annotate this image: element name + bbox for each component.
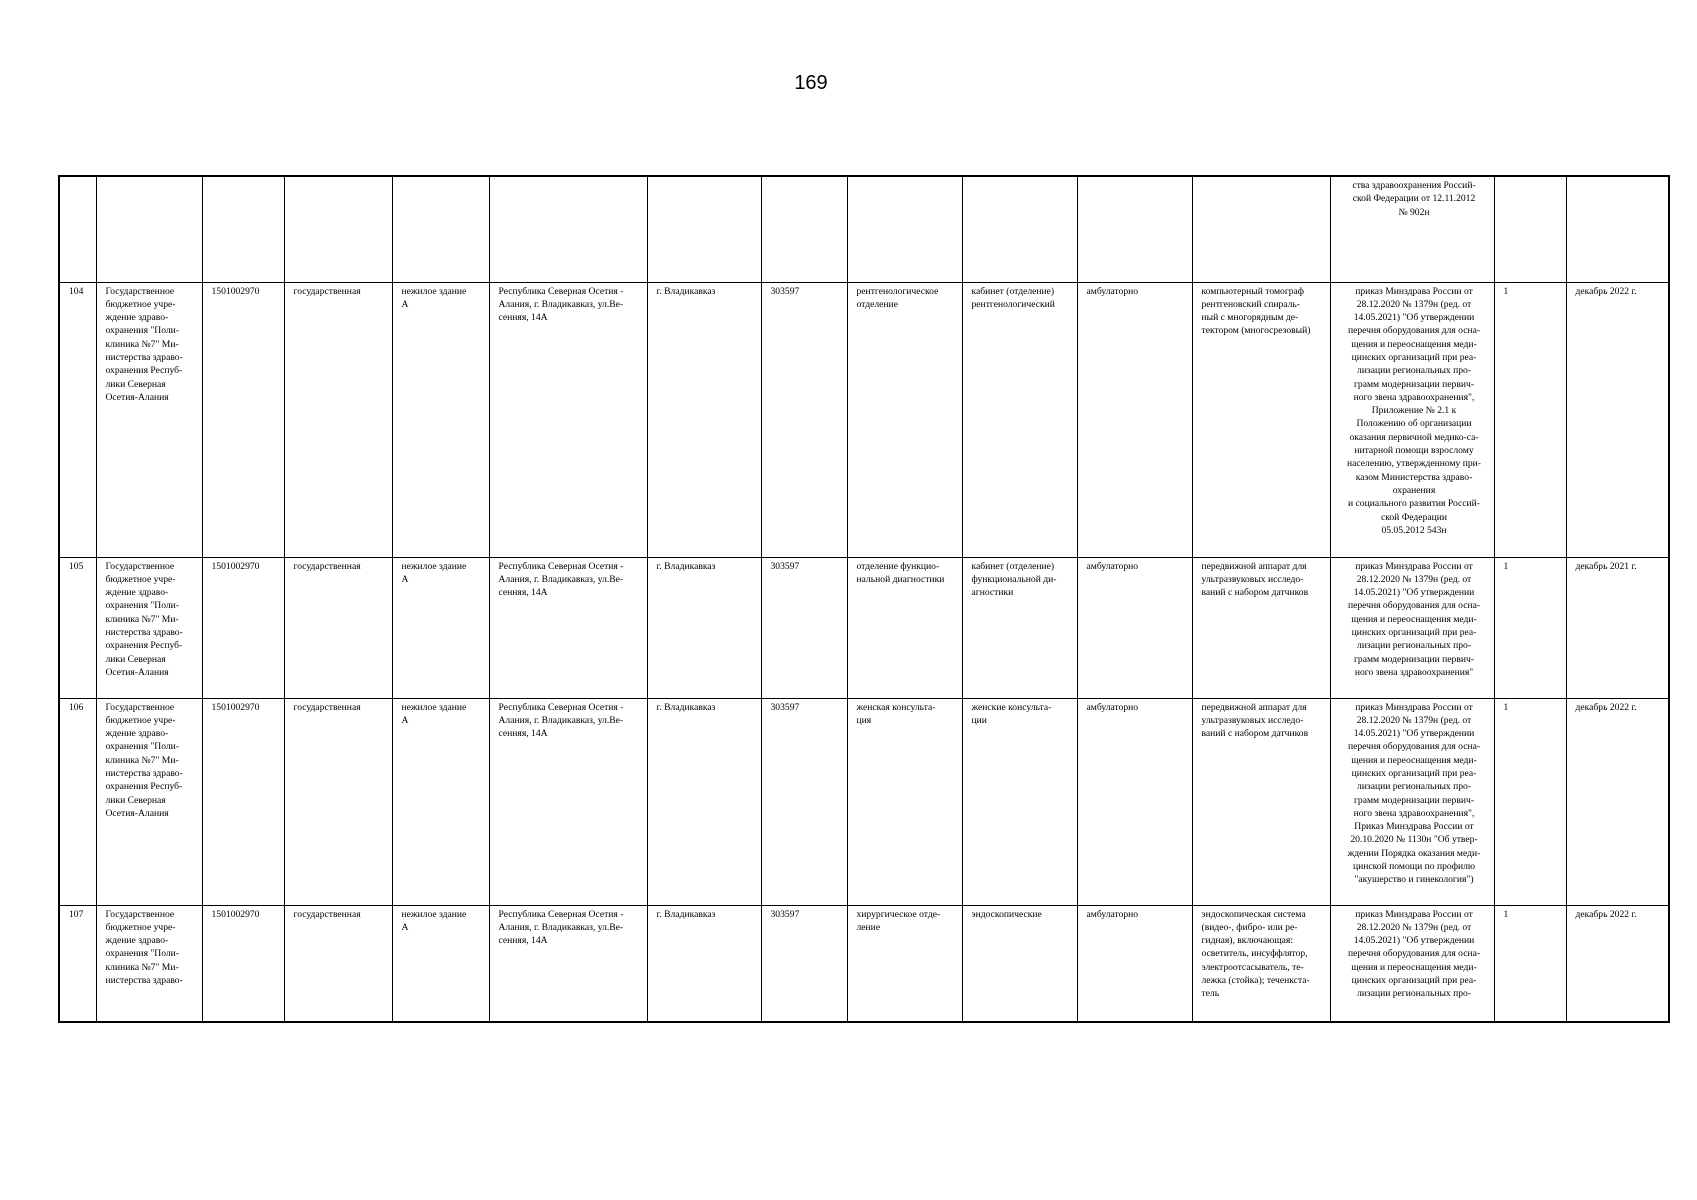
cell-regulatory-document-line: оказания первичной медико-са- (1349, 431, 1479, 443)
cell-okato: 303597 (761, 905, 847, 1022)
cell-regulatory-document-line: Приказ Минздрава России от (1354, 821, 1474, 833)
cell-cabinet-line: эндоскопические (971, 908, 1042, 920)
cell-building-line: нежилое здание (401, 701, 467, 713)
cell-equipment-line: эндоскопическая система (1201, 908, 1306, 920)
cell-organization-line: бюджетное учре- (105, 921, 176, 933)
cell-equipment-line: электроотсасыватель, те- (1201, 961, 1304, 973)
cell-equipment-line: передвижной аппарат для (1201, 560, 1307, 572)
cell-organization-line: лики Северная (105, 378, 166, 390)
cell-building-line: А (401, 573, 409, 585)
cell-regulatory-document-line: лизации региональных про- (1356, 365, 1472, 377)
cell-equipment-line: тектором (многосрезовый) (1201, 325, 1311, 337)
cell-equipment (1192, 698, 1330, 905)
cell-regulatory-document (1330, 557, 1494, 698)
cell-regulatory-document-line: цинских организаций при реа- (1351, 351, 1477, 363)
cell-organization-line: клиника №7" Ми- (105, 613, 179, 625)
cell-department (847, 282, 962, 557)
cell-care-mode: амбулаторно (1077, 905, 1192, 1022)
cell-organization-line: нистерства здраво- (105, 974, 183, 986)
cell-regulatory-document-line: 14.05.2021) "Об утверждении (1353, 728, 1475, 740)
cell-organization-line: охранения "Поли- (105, 600, 180, 612)
table-row (59, 176, 1669, 282)
cell-regulatory-document-line: ного звена здравоохранения", (1353, 807, 1475, 819)
cell-organization-line: Осетия-Алания (105, 391, 169, 403)
cell-regulatory-document-line: Положению об организации (1356, 418, 1472, 430)
cell-department (847, 905, 962, 1022)
cell-regulatory-document-line: щения и переоснащения меди- (1351, 338, 1477, 350)
cell-row-number (59, 176, 96, 282)
cell-date: декабрь 2022 г. (1566, 282, 1669, 557)
cell-row-number: 106 (59, 698, 96, 905)
cell-organization-line: Государственное (105, 285, 175, 297)
cell-department (847, 557, 962, 698)
cell-cabinet (962, 176, 1077, 282)
cell-quantity (1494, 176, 1566, 282)
cell-city: г. Владикавказ (647, 698, 761, 905)
cell-row-number: 107 (59, 905, 96, 1022)
cell-regulatory-document-line: 14.05.2021) "Об утверждении (1353, 587, 1475, 599)
cell-care-mode: амбулаторно (1077, 282, 1192, 557)
cell-regulatory-document-line: № 902н (1398, 206, 1430, 218)
cell-regulatory-document-line: приказ Минздрава России от (1355, 908, 1473, 920)
cell-regulatory-document-line: 28.12.2020 № 1379н (ред. от (1356, 298, 1472, 310)
cell-equipment-line: компьютерный томограф (1201, 285, 1305, 297)
cell-address-line: сенняя, 14А (498, 587, 548, 599)
cell-building (392, 698, 489, 905)
cell-organization-line: ждение здраво- (105, 587, 169, 599)
cell-cabinet (962, 557, 1077, 698)
cell-organization-line: бюджетное учре- (105, 573, 176, 585)
cell-regulatory-document-line: ждении Порядка оказания меди- (1347, 847, 1481, 859)
cell-cabinet-line: рентгенологический (971, 298, 1055, 310)
cell-equipment-line: (видео-, фибро- или ре- (1201, 921, 1298, 933)
cell-equipment-line: передвижной аппарат для (1201, 701, 1307, 713)
cell-equipment-line: тель (1201, 988, 1220, 1000)
cell-building-line: А (401, 921, 409, 933)
cell-address-line: Алания, г. Владикавказ, ул.Ве- (498, 921, 624, 933)
cell-organization-line: клиника №7" Ми- (105, 338, 179, 350)
cell-regulatory-document-line: приказ Минздрава России от (1355, 285, 1473, 297)
cell-equipment-line: рентгеновский спираль- (1201, 298, 1300, 310)
cell-department-line: хирургическое отде- (856, 908, 941, 920)
cell-cabinet-line: кабинет (отделение) (971, 560, 1055, 572)
cell-address-line: Алания, г. Владикавказ, ул.Ве- (498, 298, 624, 310)
cell-organization-line: нистерства здраво- (105, 767, 183, 779)
cell-okato (761, 176, 847, 282)
cell-date (1566, 176, 1669, 282)
cell-organization-line: лики Северная (105, 794, 166, 806)
cell-okato: 303597 (761, 282, 847, 557)
cell-row-number: 104 (59, 282, 96, 557)
cell-care-mode: амбулаторно (1077, 698, 1192, 905)
cell-address (489, 176, 647, 282)
cell-organization-line: бюджетное учре- (105, 714, 176, 726)
cell-regulatory-document-line: ного звена здравоохранения", (1353, 391, 1475, 403)
cell-regulatory-document (1330, 282, 1494, 557)
cell-regulatory-document-line: перечня оборудования для осна- (1347, 741, 1481, 753)
cell-inn: 1501002970 (202, 698, 284, 905)
cell-organization-line: охранения Респуб- (105, 781, 183, 793)
cell-equipment-line: ваний с набором датчиков (1201, 587, 1309, 599)
cell-regulatory-document-line: приказ Минздрава России от (1355, 701, 1473, 713)
cell-organization-line: охранения "Поли- (105, 948, 180, 960)
cell-regulatory-document-line: 28.12.2020 № 1379н (ред. от (1356, 714, 1472, 726)
cell-department-line: отделение (856, 298, 898, 310)
cell-regulatory-document-line: 28.12.2020 № 1379н (ред. от (1356, 573, 1472, 585)
cell-building-line: нежилое здание (401, 908, 467, 920)
cell-care-mode (1077, 176, 1192, 282)
cell-organization (96, 905, 202, 1022)
cell-regulatory-document-line: щения и переоснащения меди- (1351, 613, 1477, 625)
cell-regulatory-document-line: перечня оборудования для осна- (1347, 325, 1481, 337)
cell-address-line: Республика Северная Осетия - (498, 285, 624, 297)
cell-regulatory-document-line: и социального развития Россий- (1348, 498, 1480, 510)
cell-cabinet-line: женские консульта- (971, 701, 1052, 713)
cell-regulatory-document-line: грамм модернизации первич- (1353, 378, 1475, 390)
cell-equipment (1192, 176, 1330, 282)
cell-ownership (284, 176, 392, 282)
cell-building-line: нежилое здание (401, 285, 467, 297)
cell-inn: 1501002970 (202, 905, 284, 1022)
cell-equipment (1192, 905, 1330, 1022)
cell-regulatory-document-line: охранения (1392, 484, 1436, 496)
cell-cabinet-line: функциональной ди- (971, 573, 1057, 585)
cell-cabinet (962, 905, 1077, 1022)
cell-organization-line: Государственное (105, 701, 175, 713)
cell-organization-line: Государственное (105, 560, 175, 572)
cell-ownership: государственная (284, 557, 392, 698)
cell-inn: 1501002970 (202, 557, 284, 698)
cell-ownership: государственная (284, 282, 392, 557)
cell-ownership: государственная (284, 905, 392, 1022)
cell-city (647, 176, 761, 282)
cell-regulatory-document-line: перечня оборудования для осна- (1347, 600, 1481, 612)
cell-organization-line: Государственное (105, 908, 175, 920)
cell-regulatory-document-line: нитарной помощи взрослому (1354, 445, 1474, 457)
cell-regulatory-document-line: лизации региональных про- (1356, 988, 1472, 1000)
cell-organization (96, 282, 202, 557)
cell-cabinet-line: кабинет (отделение) (971, 285, 1055, 297)
cell-regulatory-document-line: 05.05.2012 543н (1381, 524, 1447, 536)
cell-organization-line: ждение здраво- (105, 312, 169, 324)
cell-regulatory-document-line: казом Министерства здраво- (1355, 471, 1473, 483)
cell-address-line: Республика Северная Осетия - (498, 560, 624, 572)
cell-regulatory-document-line: ства здравоохранения Россий- (1352, 180, 1476, 191)
cell-address (489, 282, 647, 557)
cell-regulatory-document-line: перечня оборудования для осна- (1347, 948, 1481, 960)
cell-organization-line: нистерства здраво- (105, 626, 183, 638)
cell-cabinet (962, 698, 1077, 905)
cell-cabinet-line: агностики (971, 587, 1014, 599)
cell-regulatory-document-line: щения и переоснащения меди- (1351, 754, 1477, 766)
cell-address-line: Алания, г. Владикавказ, ул.Ве- (498, 573, 624, 585)
cell-regulatory-document-line: цинской помощи по профилю (1352, 861, 1476, 873)
cell-organization-line: клиника №7" Ми- (105, 961, 179, 973)
cell-address-line: Республика Северная Осетия - (498, 701, 624, 713)
cell-equipment-line: ультразвуковых исследо- (1201, 714, 1304, 726)
cell-city: г. Владикавказ (647, 557, 761, 698)
cell-organization-line: клиника №7" Ми- (105, 754, 179, 766)
cell-department-line: отделение функцио- (856, 560, 940, 572)
cell-quantity: 1 (1494, 698, 1566, 905)
cell-regulatory-document-line: населению, утвержденному при- (1347, 458, 1481, 470)
cell-ownership: государственная (284, 698, 392, 905)
cell-organization-line: охранения "Поли- (105, 325, 180, 337)
cell-address (489, 698, 647, 905)
cell-organization-line: охранения "Поли- (105, 741, 180, 753)
cell-regulatory-document-line: ного звена здравоохранения" (1354, 666, 1474, 678)
cell-department (847, 698, 962, 905)
cell-regulatory-document (1330, 905, 1494, 1022)
cell-regulatory-document-line: ской Федерации (1380, 511, 1448, 523)
cell-row-number: 105 (59, 557, 96, 698)
cell-building (392, 282, 489, 557)
cell-date: декабрь 2022 г. (1566, 905, 1669, 1022)
cell-organization-line: бюджетное учре- (105, 298, 176, 310)
cell-department-line: женская консульта- (856, 701, 936, 713)
equipment-table (58, 175, 1670, 1023)
table-row (59, 557, 1669, 698)
table-body (59, 176, 1669, 1022)
cell-quantity: 1 (1494, 282, 1566, 557)
cell-address (489, 905, 647, 1022)
cell-equipment-line: ваний с набором датчиков (1201, 728, 1309, 740)
cell-inn (202, 176, 284, 282)
cell-regulatory-document-line: 14.05.2021) "Об утверждении (1353, 312, 1475, 324)
cell-organization-line: Осетия-Алания (105, 807, 169, 819)
cell-organization-line: охранения Респуб- (105, 640, 183, 652)
cell-equipment-line: ультразвуковых исследо- (1201, 573, 1304, 585)
cell-organization (96, 176, 202, 282)
cell-building-line: нежилое здание (401, 560, 467, 572)
page-number: 169 (794, 72, 828, 94)
cell-regulatory-document-line: Приложение № 2.1 к (1371, 405, 1457, 417)
cell-department-line: рентгенологическое (856, 285, 939, 297)
cell-equipment-line: гидная), включающая: (1201, 935, 1294, 947)
cell-cabinet-line: ции (971, 714, 987, 726)
cell-department-line: ция (856, 714, 872, 726)
cell-department-line: нальной диагностики (856, 573, 945, 585)
cell-organization-line: ждение здраво- (105, 728, 169, 740)
cell-regulatory-document-line: ской Федерации от 12.11.2012 (1352, 193, 1476, 205)
cell-building (392, 905, 489, 1022)
cell-organization-line: лики Северная (105, 653, 166, 665)
cell-address-line: Республика Северная Осетия - (498, 908, 624, 920)
cell-date: декабрь 2021 г. (1566, 557, 1669, 698)
cell-organization-line: Осетия-Алания (105, 666, 169, 678)
cell-equipment-line: лежка (стойка); теченкста- (1201, 974, 1310, 986)
cell-address-line: сенняя, 14А (498, 728, 548, 740)
cell-regulatory-document-line: приказ Минздрава России от (1355, 560, 1473, 572)
cell-department-line: ление (856, 921, 881, 933)
cell-regulatory-document-line: "акушерство и гинекология") (1354, 874, 1474, 886)
table-row (59, 905, 1669, 1022)
cell-care-mode: амбулаторно (1077, 557, 1192, 698)
cell-organization (96, 557, 202, 698)
cell-inn: 1501002970 (202, 282, 284, 557)
cell-equipment-line: ный с многорядным де- (1201, 312, 1299, 324)
cell-quantity: 1 (1494, 905, 1566, 1022)
cell-city: г. Владикавказ (647, 905, 761, 1022)
cell-regulatory-document-line: лизации региональных про- (1356, 640, 1472, 652)
cell-regulatory-document-line: цинских организаций при реа- (1351, 767, 1477, 779)
cell-quantity: 1 (1494, 557, 1566, 698)
cell-regulatory-document-line: грамм модернизации первич- (1353, 794, 1475, 806)
cell-organization-line: нистерства здраво- (105, 351, 183, 363)
cell-regulatory-document-line: лизации региональных про- (1356, 781, 1472, 793)
cell-address (489, 557, 647, 698)
cell-date: декабрь 2022 г. (1566, 698, 1669, 905)
cell-building-line: А (401, 298, 409, 310)
table-row (59, 698, 1669, 905)
cell-organization (96, 698, 202, 905)
cell-organization-line: ждение здраво- (105, 935, 169, 947)
cell-equipment-line: осветитель, инсуффлятор, (1201, 948, 1308, 960)
cell-address-line: сенняя, 14А (498, 935, 548, 947)
cell-equipment (1192, 557, 1330, 698)
cell-equipment (1192, 282, 1330, 557)
cell-department (847, 176, 962, 282)
cell-regulatory-document-line: грамм модернизации первич- (1353, 653, 1475, 665)
cell-city: г. Владикавказ (647, 282, 761, 557)
cell-okato: 303597 (761, 557, 847, 698)
cell-regulatory-document-line: 14.05.2021) "Об утверждении (1353, 935, 1475, 947)
cell-regulatory-document-line: 20.10.2020 № 1130н "Об утвер- (1350, 834, 1478, 846)
cell-organization-line: охранения Респуб- (105, 365, 183, 377)
cell-building (392, 176, 489, 282)
cell-regulatory-document-line: щения и переоснащения меди- (1351, 961, 1477, 973)
cell-regulatory-document-line: цинских организаций при реа- (1351, 626, 1477, 638)
table-row (59, 282, 1669, 557)
cell-regulatory-document-line: цинских организаций при реа- (1351, 974, 1477, 986)
cell-regulatory-document (1330, 698, 1494, 905)
cell-building-line: А (401, 714, 409, 726)
cell-building (392, 557, 489, 698)
cell-cabinet (962, 282, 1077, 557)
cell-regulatory-document-line: 28.12.2020 № 1379н (ред. от (1356, 921, 1472, 933)
cell-okato: 303597 (761, 698, 847, 905)
cell-address-line: сенняя, 14А (498, 312, 548, 324)
cell-address-line: Алания, г. Владикавказ, ул.Ве- (498, 714, 624, 726)
cell-regulatory-document (1330, 176, 1494, 282)
